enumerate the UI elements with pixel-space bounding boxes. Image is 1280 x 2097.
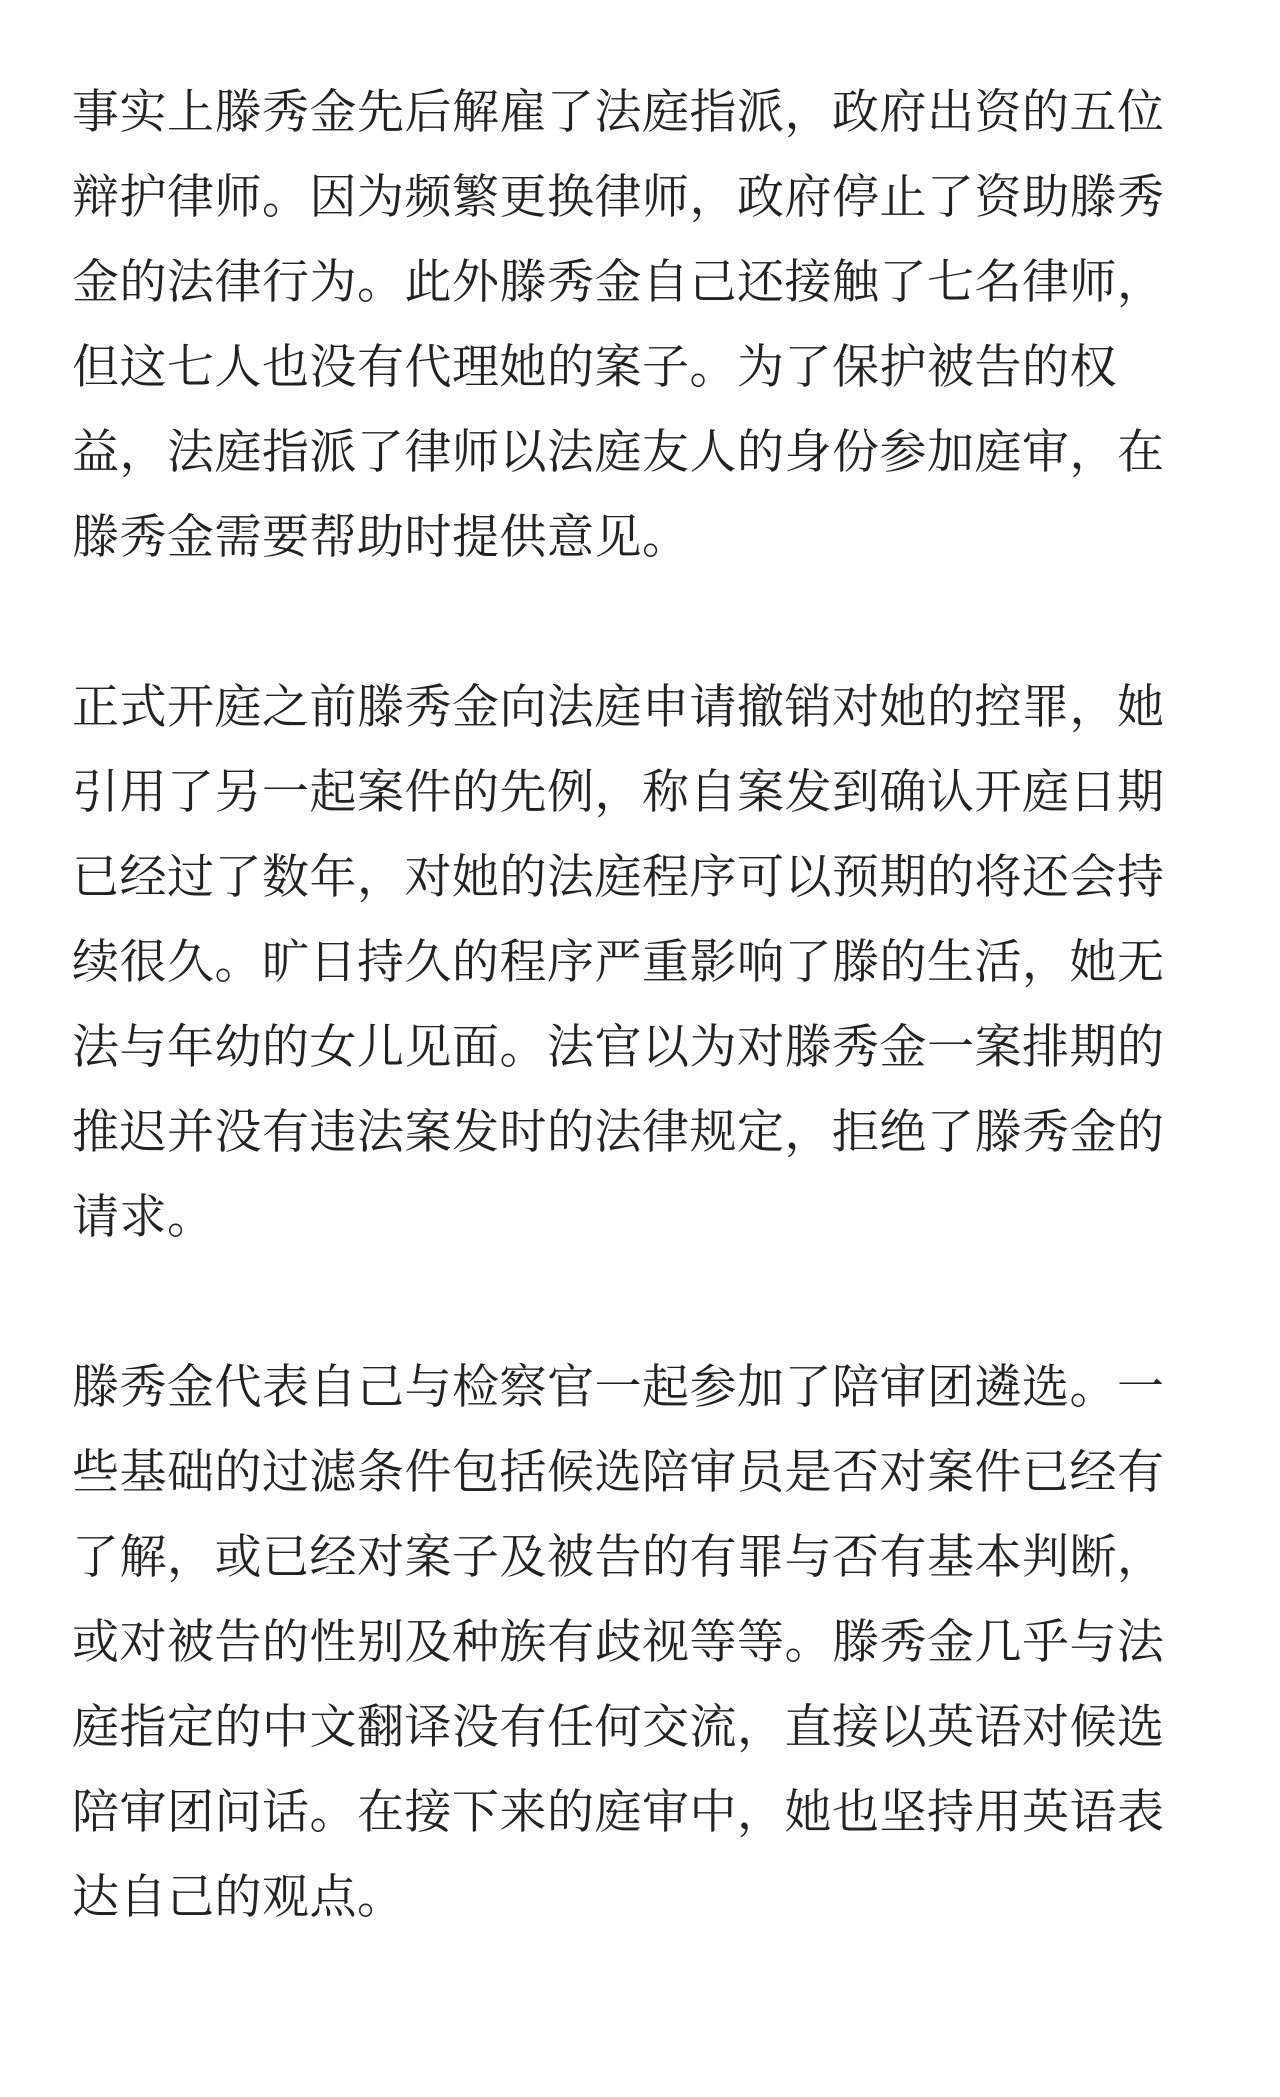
paragraph-2: 正式开庭之前滕秀金向法庭申请撤销对她的控罪，她 引用了另一起案件的先例，称自案发到确认开庭日期 已经过了数年，对她的法庭程序可以预期的将还会持 续很久。旷日持久的程序严重影响了滕的生活，她无 法与年幼的女儿见面。法官以为对滕秀金一案排期的 推迟并没有违法案发时的法律规定，拒绝了滕秀金的 请求。: [72, 680, 1165, 1245]
paragraph-1: 事实上滕秀金先后解雇了法庭指派，政府出资的五位 辩护律师。因为频繁更换律师，政府停止了资助滕秀 金的法律行为。此外滕秀金自己还接触了七名律师， 但这七人也没有代理她的案子。为了保护被告的权 益，法庭指派了律师以法庭友人的身份参加庭审，在 滕秀金需要帮助时提供意见。: [72, 85, 1165, 565]
article-body: [72, 70, 1202, 1940]
paragraph-3: 滕秀金代表自己与检察官一起参加了陪审团遴选。一 些基础的过滤条件包括候选陪审员是否对案件已经有 了解，或已经对案子及被告的有罪与否有基本判断， 或对被告的性别及种族有歧视等等。滕秀金几乎与法 庭指定的中文翻译没有任何交流，直接以英语对候选 陪审团问话。在接下来的庭审中，她也坚持用英语表 达自己的观点。: [72, 1360, 1165, 1925]
